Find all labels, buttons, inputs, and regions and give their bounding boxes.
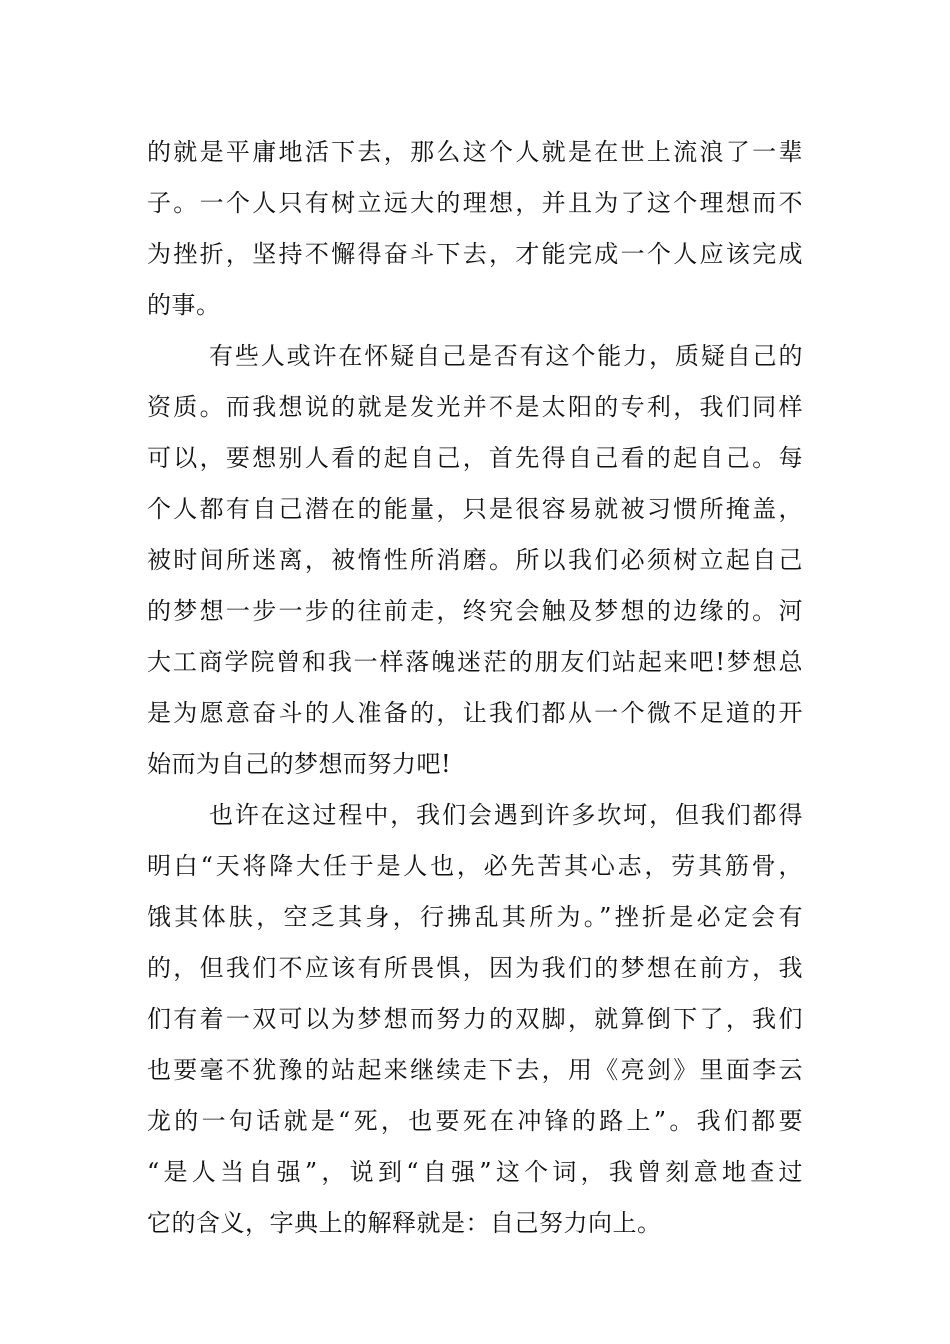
text-line: 明白“天将降大任于是人也，必先苦其心志，劳其筋骨， [147,852,803,880]
text-line: 也许在这过程中，我们会遇到许多坎坷，但我们都得 [209,801,803,829]
text-line: 个人都有自己潜在的能量，只是很容易就被习惯所掩盖， [147,495,803,523]
text-line: “是人当自强”，说到“自强”这个词，我曾刻意地查过 [147,1158,803,1186]
text-line: 也要毫不犹豫的站起来继续走下去，用《亮剑》里面李云 [147,1056,803,1084]
text-line: 可以，要想别人看的起自己，首先得自己看的起自己。每 [147,444,803,472]
paragraph-1 [147,127,803,331]
paragraph-2 [147,331,803,790]
text-line: 资质。而我想说的就是发光并不是太阳的专利，我们同样 [147,393,803,421]
text-line: 大工商学院曾和我一样落魄迷茫的朋友们站起来吧!梦想总 [147,648,803,676]
text-line: 是为愿意奋斗的人准备的，让我们都从一个微不足道的开 [147,699,803,727]
text-line: 饿其体肤，空乏其身，行拂乱其所为。”挫折是必定会有 [147,903,803,931]
text-line: 被时间所迷离，被惰性所消磨。所以我们必须树立起自己 [147,546,803,574]
text-line: 为挫折，坚持不懈得奋斗下去，才能完成一个人应该完成 [147,240,803,268]
text-line: 有些人或许在怀疑自己是否有这个能力，质疑自己的 [209,342,803,370]
text-line: 龙的一句话就是“死，也要死在冲锋的路上”。我们都要 [147,1107,803,1135]
text-line: 它的含义，字典上的解释就是：自己努力向上。 [147,1209,662,1237]
text-line: 子。一个人只有树立远大的理想，并且为了这个理想而不 [147,189,803,217]
text-line: 的就是平庸地活下去，那么这个人就是在世上流浪了一辈 [147,138,803,166]
paragraph-3 [147,790,803,1249]
body-text [147,127,803,1249]
text-line: 的事。 [147,291,221,319]
text-line: 始而为自己的梦想而努力吧! [147,750,452,778]
text-line: 的梦想一步一步的往前走，终究会触及梦想的边缘的。河 [147,597,803,625]
text-line: 的，但我们不应该有所畏惧，因为我们的梦想在前方，我 [147,954,803,982]
text-line: 们有着一双可以为梦想而努力的双脚，就算倒下了，我们 [147,1005,803,1033]
